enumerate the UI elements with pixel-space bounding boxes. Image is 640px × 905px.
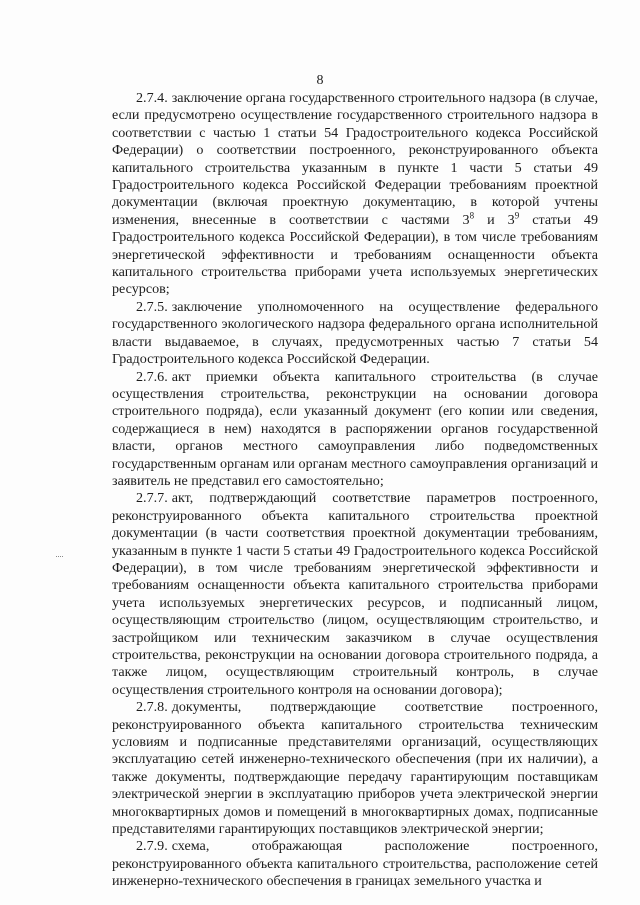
paragraph-text: заключение уполномоченного на осуществление федерального государственного экологического надзора федерального органа исполнительной власти выдаваемое, в случаях, предусмотренных частью 7 статьи 54 Градостроительного кодекса Российской Федерации. [112,298,598,368]
paragraph-2-7-4 [112,90,598,299]
paragraph-2-7-7 [112,490,598,699]
paragraph-number: 2.7.9. [136,838,168,855]
paragraph-text: акт, подтверждающий соответствие параметров построенного, реконструированного объекта капитального строительства проектной документации (в части соответствия проектной документации требованиям, указанным в пункте 1 части 5 статьи 49 Градостроительного кодекса Российской Федерации), в том числе требованиям энергетической эффективности и требованиям оснащенности объекта капитального строительства приборами учета используемых энергетических ресурсов, и подписанный лицом, осуществляющим строительство (лицом, осуществляющим строительство, и застройщиком или техническим заказчиком в случае осуществления строительства, реконструкции на основании договора строительного подряда, а также лицом, осуществляющим строительный контроль, в случае осуществления строительного контроля на основании договора); [112,490,598,698]
paragraph-text-mid: и 3 [474,211,515,228]
paragraph-text: заключение органа государственного строительного надзора (в случае, если предусмотрено осуществление государственного строительного надзора в соответствии с частью 1 статьи 54 Градостроительного кодекса Российской Федерации) о соответствии построенного, реконструированного объекта капитального строительства указанным в пункте 1 части 5 статьи 49 Градостроительного кодекса Российской Федерации требованиям проектной документации (включая проектную документацию, в которой учтены изменения, внесенные в соответствии с частями 3 [112,90,598,228]
paragraph-number: 2.7.5. [136,298,168,315]
paragraph-number: 2.7.6. [136,368,168,385]
paragraph-number: 2.7.8. [136,699,168,716]
paragraph-number: 2.7.4. [136,90,168,106]
paragraph-text: схема, отображающая расположение построенного, реконструированного объекта капитального строительства, расположение сетей инженерно-технического обеспечения в границах земельного участка и [112,838,598,890]
document-body [112,90,598,891]
superscript: 8 [469,210,475,221]
paragraph-text-tail: статьи 49 Градостроительного кодекса Российской Федерации), в том числе требованиям энергетической эффективности и требованиям оснащенности объекта капитального строительства приборами учета используемых энергетических ресурсов; [112,211,598,298]
paragraph-2-7-8 [112,699,598,838]
page-number: 8 [316,73,324,88]
paragraph-text: акт приемки объекта капитального строительства (в случае осуществления строительства, реконструкции на основании договора строительного подряда), если указанный документ (его копии или сведения, содержащиеся в нем) находятся в распоряжении органов государственной власти, органов местного самоуправления либо подведомственных государственным органам или органам местного самоуправления организаций и заявитель не представил его самостоятельно; [112,368,598,489]
superscript: 9 [514,210,520,221]
paragraph-2-7-6 [112,369,598,491]
paragraph-text: документы, подтверждающие соответствие построенного, реконструированного объекта капитального строительства техническим условиям и подписанные представителями организаций, осуществляющих эксплуатацию сетей инженерно-технического обеспечения (при их наличии), а также документы, подтверждающие передачу гарантирующим поставщикам электрической энергии в эксплуатацию приборов учета электрической энергии многоквартирных домов и помещений в многоквартирных домах, подписанные представителями гарантирующих поставщиков электрической энергии; [112,699,598,838]
paragraph-number: 2.7.7. [136,490,168,507]
scan-margin-mark [56,556,63,559]
paragraph-2-7-9 [112,838,598,890]
paragraph-2-7-5 [112,299,598,369]
